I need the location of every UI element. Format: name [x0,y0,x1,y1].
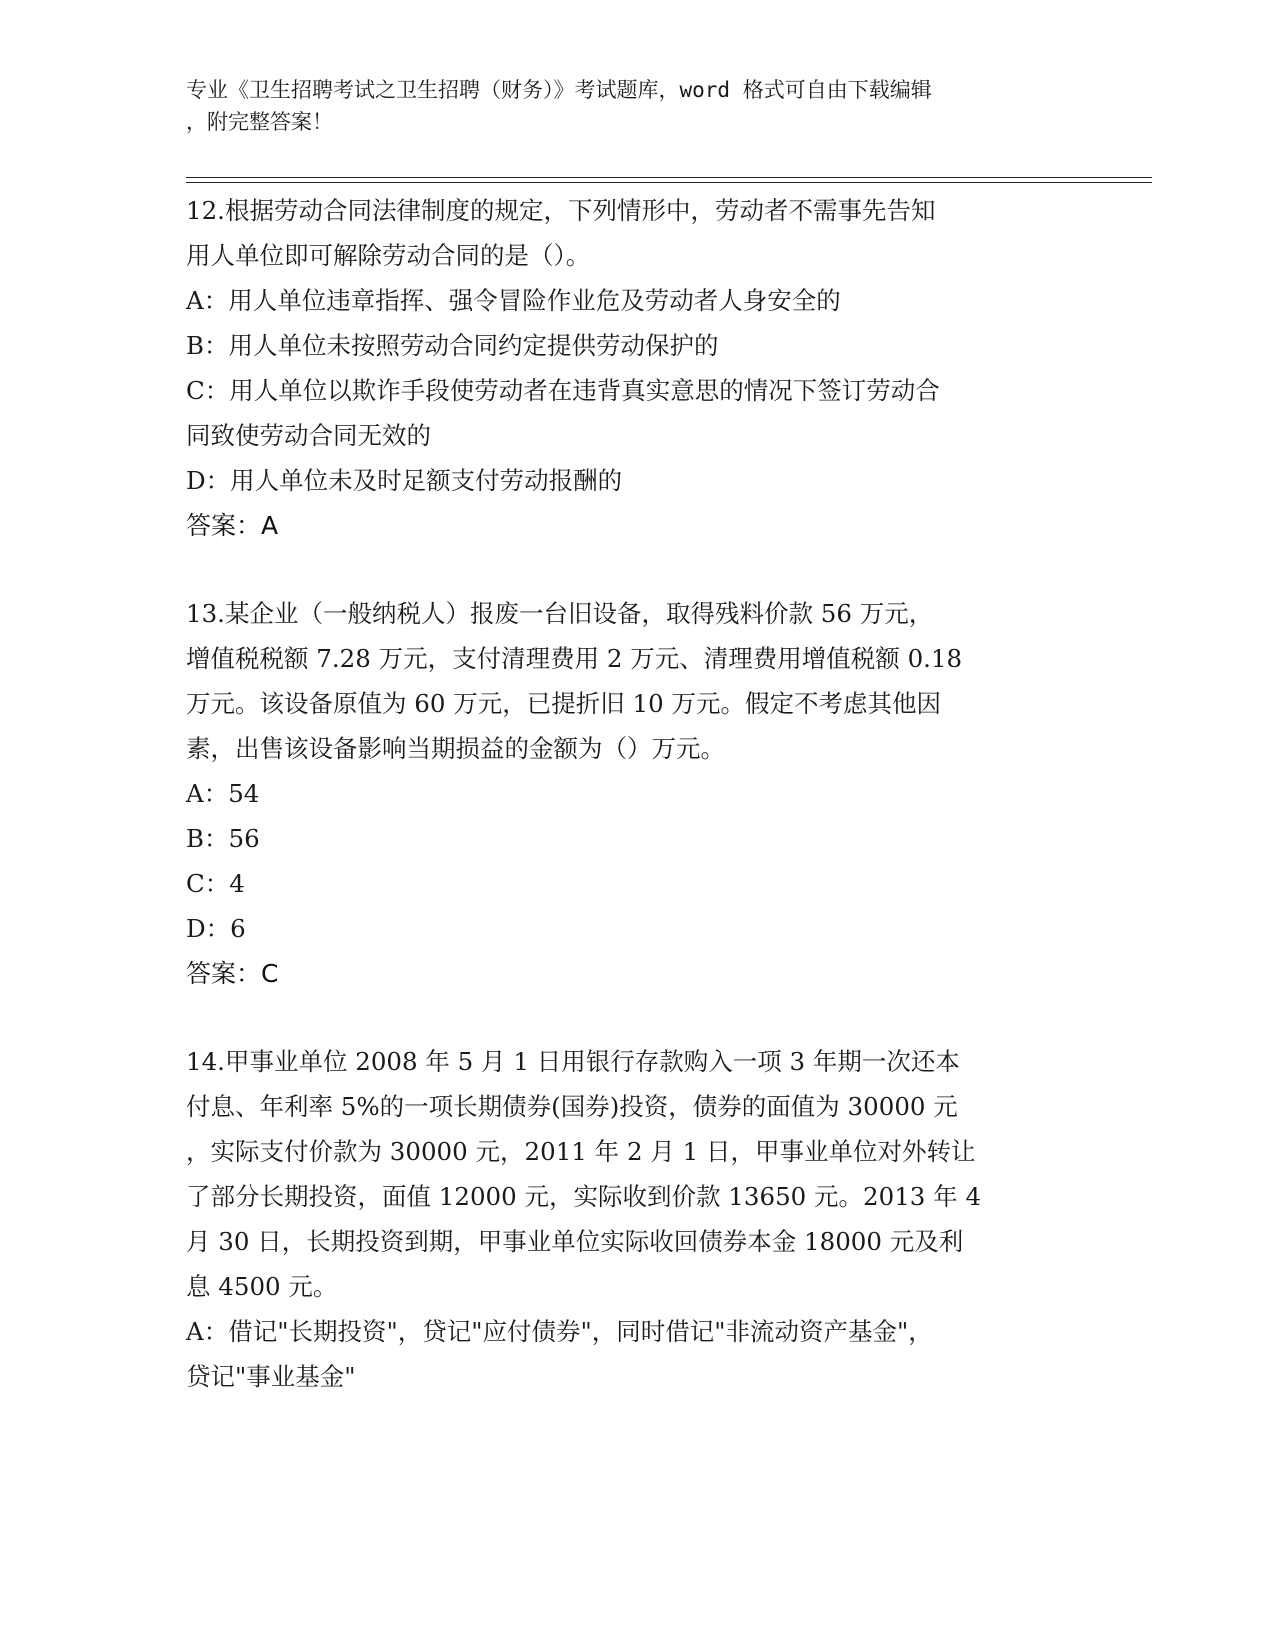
answer-label: 答案：A [186,511,279,540]
option-line: D：6 [186,914,246,943]
question-14 [186,1039,1086,1399]
question-stem-line: ，实际支付价款为 30000 元，2011 年 2 月 1 日，甲事业单位对外转让 [186,1137,976,1166]
document-header [186,74,1066,138]
question-stem-line: 增值税税额 7.28 万元，支付清理费用 2 万元、清理费用增值税额 0.18 [186,644,963,673]
question-stem-line: 13.某企业（一般纳税人）报废一台旧设备，取得残料价款 56 万元， [186,599,934,628]
option-line: B：用人单位未按照劳动合同约定提供劳动保护的 [186,331,719,360]
question-13 [186,591,1086,997]
question-spacer [186,549,1086,591]
option-line: 同致使劳动合同无效的 [186,421,431,450]
question-stem-line: 万元。该设备原值为 60 万元，已提折旧 10 万元。假定不考虑其他因 [186,689,941,718]
option-line: A：用人单位违章指挥、强令冒险作业危及劳动者人身安全的 [186,286,841,315]
question-stem-line: 12.根据劳动合同法律制度的规定，下列情形中，劳动者不需事先告知 [186,196,936,225]
question-12 [186,188,1086,549]
header-divider-top [186,177,1152,178]
option-line: B：56 [186,824,260,853]
option-line: A：54 [186,779,260,808]
option-line: C：4 [186,869,245,898]
question-stem-line: 了部分长期投资，面值 12000 元，实际收到价款 13650 元。2013 年 4 [186,1182,982,1211]
question-stem-line: 14.甲事业单位 2008 年 5 月 1 日用银行存款购入一项 3 年期一次还本 [186,1047,960,1076]
answer-label: 答案：C [186,959,279,988]
question-spacer [186,997,1086,1039]
option-line: C：用人单位以欺诈手段使劳动者在违背真实意思的情况下签订劳动合 [186,376,940,405]
header-divider-bottom [186,182,1152,183]
header-line-2: ，附完整答案！ [186,110,333,134]
question-stem-line: 息 4500 元。 [186,1272,338,1301]
question-list [186,188,1086,1399]
option-line: 贷记"事业基金" [186,1362,356,1391]
header-line-1: 专业《卫生招聘考试之卫生招聘（财务）》考试题库，word 格式可自由下载编辑 [186,78,932,102]
question-stem-line: 付息、年利率 5%的一项长期债券(国券)投资，债券的面值为 30000 元 [186,1092,958,1121]
question-stem-line: 月 30 日，长期投资到期，甲事业单位实际收回债券本金 18000 元及利 [186,1227,964,1256]
question-stem-line: 素，出售该设备影响当期损益的金额为（）万元。 [186,734,725,763]
option-line: D：用人单位未及时足额支付劳动报酬的 [186,466,623,495]
question-stem-line: 用人单位即可解除劳动合同的是（）。 [186,241,591,270]
option-line: A：借记"长期投资"，贷记"应付债券"，同时借记"非流动资产基金"， [186,1317,933,1346]
